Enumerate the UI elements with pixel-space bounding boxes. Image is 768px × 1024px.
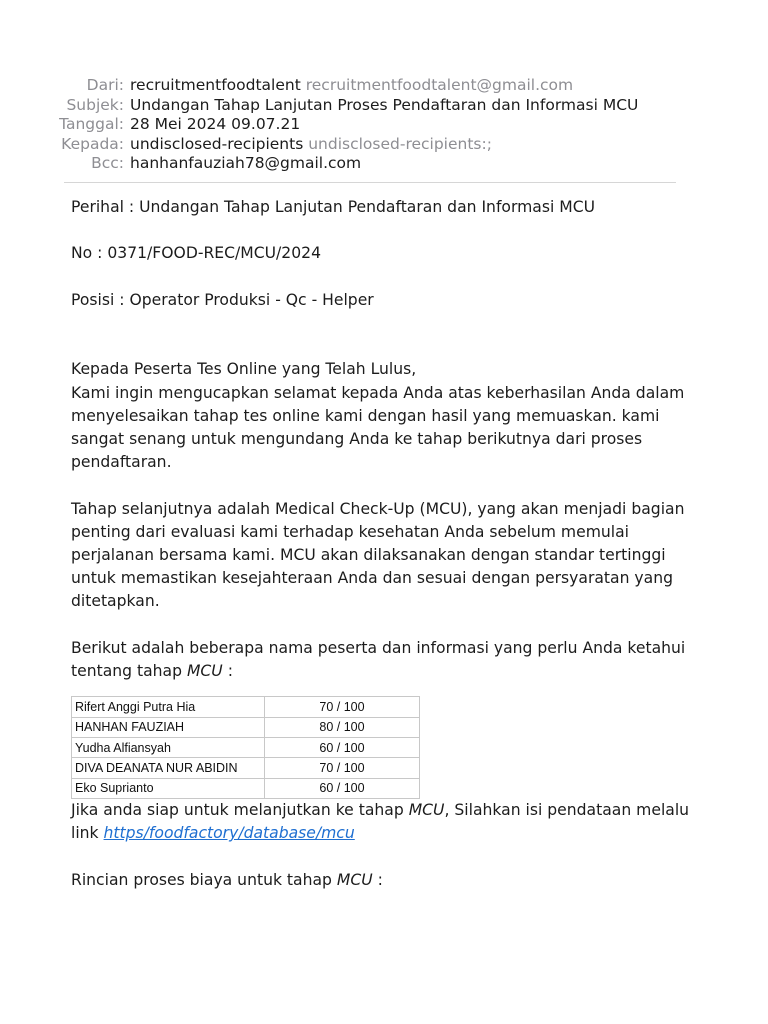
paragraph-cost-intro: Rincian proses biaya untuk tahap MCU : (71, 870, 383, 889)
participant-name: HANHAN FAUZIAH (72, 717, 265, 737)
bcc-label: Bcc: (91, 154, 124, 173)
subject-value: Undangan Tahap Lanjutan Proses Pendaftaran dan Informasi MCU (130, 95, 639, 114)
perihal-line: Perihal : Undangan Tahap Lanjutan Pendaftaran dan Informasi MCU (71, 198, 596, 216)
participant-name: Rifert Anggi Putra Hia (72, 697, 265, 717)
participant-name: Eko Suprianto (72, 778, 265, 798)
participant-score: 70 / 100 (265, 697, 420, 717)
date-label: Tanggal: (59, 115, 124, 134)
paragraph-congratulations: Kami ingin mengucapkan selamat kepada Anda atas keberhasilan Anda dalam menyelesaikan tahap tes online kami dengan hasil yang memuaskan. kami sangat senang untuk mengundang Anda ke tahap berikutnya dari proses pendaftaran. (71, 383, 685, 472)
paragraph-registration-link: Jika anda siap untuk melanjutkan ke tahap MCU, Silahkan isi pendataan melalu link https/foodfactory/database/mcu (71, 801, 690, 843)
to-label: Kepada: (61, 134, 124, 153)
recipient-name[interactable]: undisclosed-recipients (130, 134, 304, 153)
participant-score: 70 / 100 (265, 758, 420, 778)
table-row (72, 758, 420, 778)
participant-score: 60 / 100 (265, 778, 420, 798)
sender-name[interactable]: recruitmentfoodtalent (130, 76, 301, 94)
participant-name: Yudha Alfiansyah (72, 737, 265, 757)
posisi-line: Posisi : Operator Produksi - Qc - Helper (71, 290, 374, 309)
subject-label: Subjek: (66, 95, 124, 114)
table-row (72, 737, 420, 757)
mcu-registration-link[interactable]: https/foodfactory/database/mcu (103, 824, 355, 843)
table-row (72, 717, 420, 737)
sender-address[interactable]: recruitmentfoodtalent@gmail.com (305, 76, 574, 94)
from-label: Dari: (86, 76, 124, 94)
bcc-row (0, 154, 768, 174)
from-value (130, 76, 573, 96)
greeting: Kepada Peserta Tes Online yang Telah Lulus, (71, 360, 417, 379)
date-value: 28 Mei 2024 09.07.21 (130, 115, 301, 134)
to-value (130, 135, 492, 155)
table-row (72, 778, 420, 798)
participant-name: DIVA DEANATA NUR ABIDIN (72, 758, 265, 778)
from-row (0, 76, 768, 96)
participant-score: 80 / 100 (265, 717, 420, 737)
paragraph-mcu-intro: Tahap selanjutnya adalah Medical Check-Up (MCU), yang akan menjadi bagian penting dari evaluasi kami terhadap kesehatan Anda sebelum memulai perjalanan bersama kami. MCU akan dilaksanakan dengan standar tertinggi untuk memastikan kesejahteraan Anda dan sesuai dengan persyaratan yang ditetapkan. (71, 499, 685, 611)
participant-score: 60 / 100 (265, 737, 420, 757)
header-divider (64, 182, 676, 183)
table-row (72, 697, 420, 717)
bcc-value[interactable]: hanhanfauziah78@gmail.com (130, 154, 362, 173)
email-header (0, 76, 768, 174)
participants-table (71, 696, 420, 799)
subject-row (0, 96, 768, 116)
to-row (0, 135, 768, 155)
email-body (71, 196, 701, 892)
recipient-address[interactable]: undisclosed-recipients:; (308, 134, 492, 153)
paragraph-participants-intro: Berikut adalah beberapa nama peserta dan informasi yang perlu Anda ketahui tentang tahap MCU : (71, 638, 686, 680)
nomor-line: No : 0371/FOOD-REC/MCU/2024 (71, 244, 321, 263)
date-row (0, 115, 768, 135)
